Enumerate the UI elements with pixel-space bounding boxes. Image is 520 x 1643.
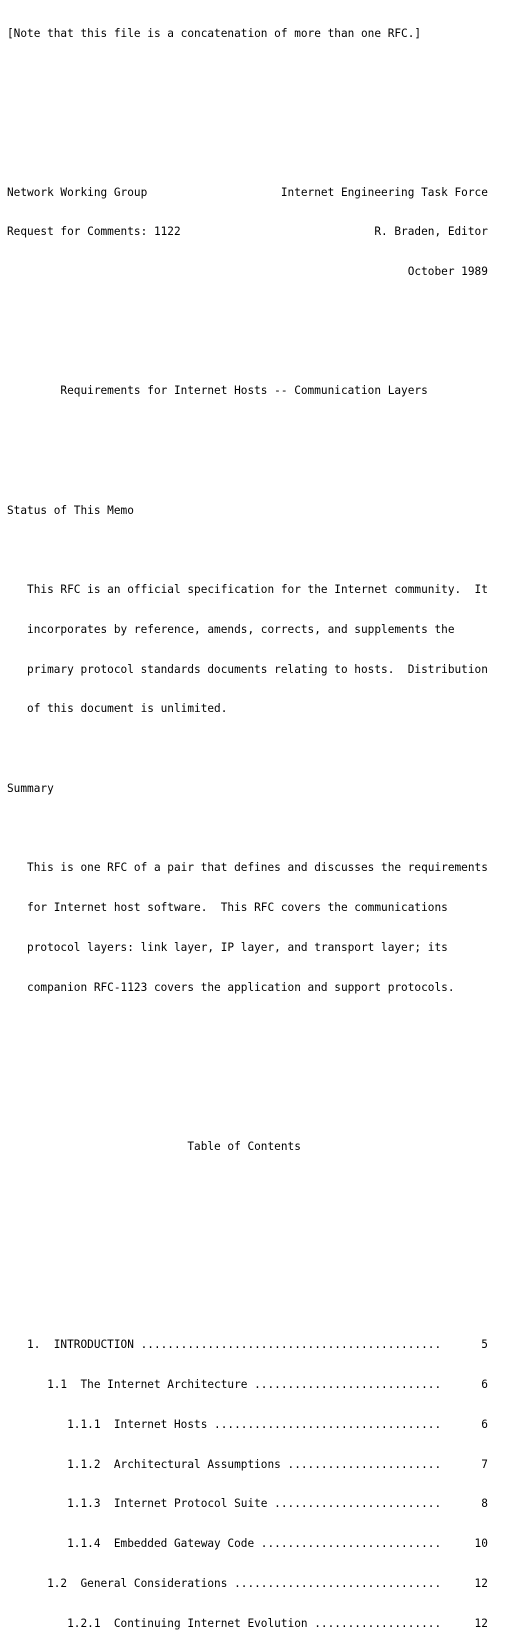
summary-body-line: companion RFC-1123 covers the application and support protocols. — [7, 980, 455, 994]
blank-line — [7, 1060, 520, 1073]
header-line-3: October 1989 — [7, 265, 488, 278]
blank-line — [7, 742, 520, 755]
blank-line — [7, 1020, 520, 1033]
blank-line — [7, 1100, 520, 1113]
concatenation-note: [Note that this file is a concatenation of more than one RFC.] — [7, 26, 422, 40]
blank-line — [7, 1219, 520, 1232]
toc-entry: 1.1 The Internet Architecture ............................ 6 — [7, 1378, 488, 1391]
blank-line — [7, 106, 520, 119]
blank-line — [7, 822, 520, 835]
blank-line — [7, 424, 520, 437]
toc-entry: 1.1.2 Architectural Assumptions ....................... 7 — [7, 1457, 488, 1471]
toc-entry: 1.2 General Considerations ............................... 12 — [7, 1576, 488, 1590]
blank-line — [7, 66, 520, 79]
toc-entry: 1. INTRODUCTION ............................................. 5 — [7, 1338, 488, 1352]
blank-line — [7, 305, 520, 318]
status-body-line: incorporates by reference, amends, corrects, and supplements the — [7, 622, 455, 636]
summary-body-line: This is one RFC of a pair that defines and discusses the requirements — [7, 861, 488, 875]
toc-heading: Table of Contents — [7, 1139, 301, 1153]
document-title: Requirements for Internet Hosts -- Communication Layers — [7, 384, 428, 398]
status-body-line: primary protocol standards documents relating to hosts. Distribution — [7, 662, 488, 676]
status-body-line: This RFC is an official specification for the Internet community. It — [7, 583, 488, 596]
status-body-line: of this document is unlimited. — [7, 702, 228, 716]
blank-line — [7, 1179, 520, 1192]
toc-entry: 1.1.1 Internet Hosts .................................. 6 — [7, 1417, 488, 1431]
rfc-document — [7, 0, 520, 1643]
summary-heading: Summary — [7, 781, 54, 795]
blank-line — [7, 345, 520, 358]
header-line-2: Request for Comments: 1122 R. Braden, Editor — [7, 225, 488, 239]
blank-line — [7, 543, 520, 556]
toc-entry: 1.1.3 Internet Protocol Suite ......................... 8 — [7, 1497, 488, 1511]
summary-body-line: for Internet host software. This RFC covers the communications — [7, 901, 448, 914]
header-line-1: Network Working Group Internet Engineering Task Force — [7, 185, 488, 199]
toc-entry: 1.1.4 Embedded Gateway Code ........................... 10 — [7, 1537, 488, 1550]
blank-line — [7, 1299, 520, 1312]
blank-line — [7, 1259, 520, 1272]
status-heading: Status of This Memo — [7, 503, 134, 517]
toc-entry: 1.2.1 Continuing Internet Evolution ................... 12 — [7, 1616, 488, 1630]
blank-line — [7, 464, 520, 477]
summary-body-line: protocol layers: link layer, IP layer, and transport layer; its — [7, 940, 448, 954]
blank-line — [7, 146, 520, 159]
